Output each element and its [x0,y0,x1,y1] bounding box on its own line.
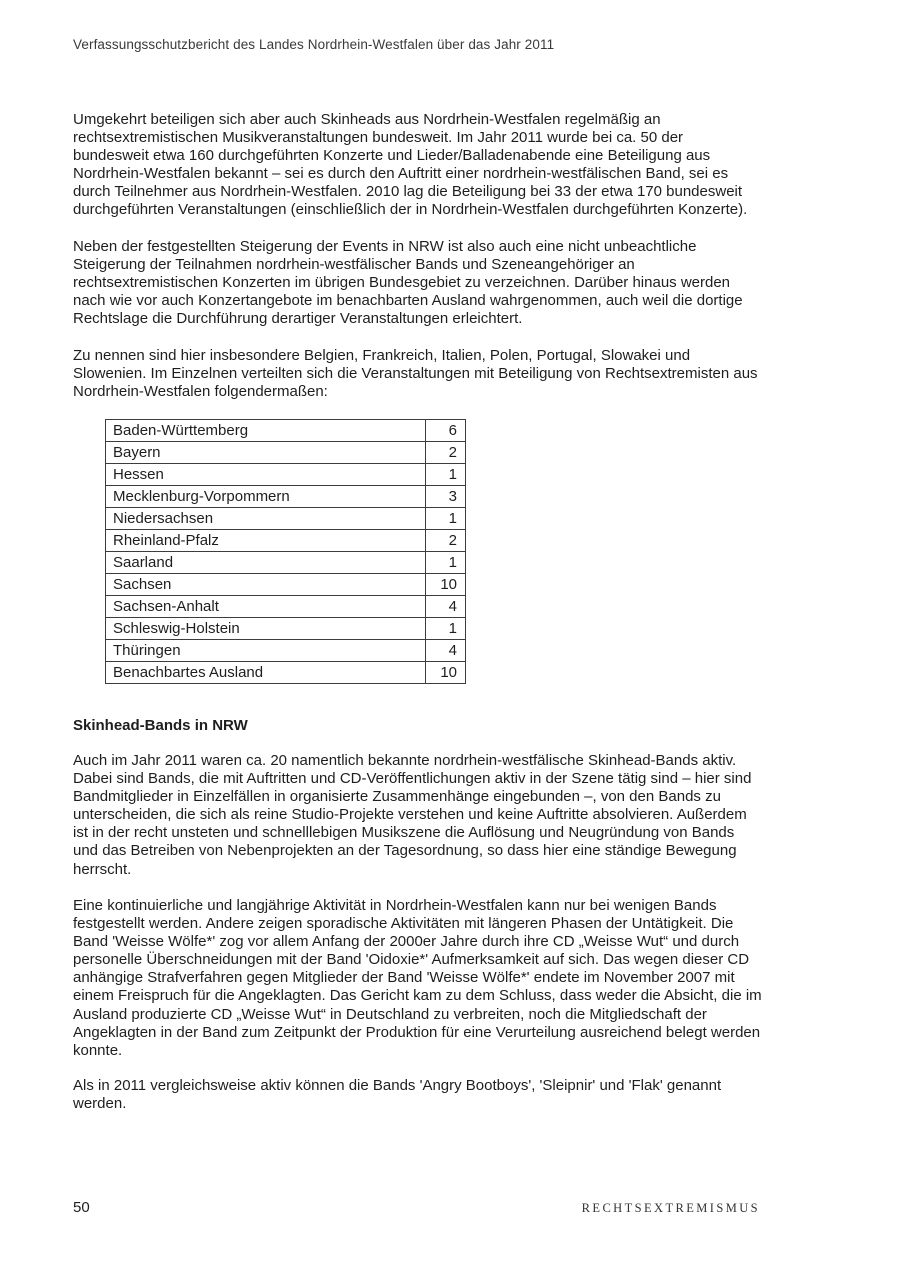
table-row [106,420,466,442]
state-name: Rheinland-Pfalz [106,530,426,552]
state-name: Schleswig-Holstein [106,618,426,640]
paragraph-countries-intro: Zu nennen sind hier insbesondere Belgien, Frankreich, Italien, Polen, Portugal, Slowakei und Slowenien. Im Einzelnen verteilten sich die Veranstaltungen mit Beteiligung von Rechtsextremisten aus Nordrhein-Westfalen folgendermaßen: [73,347,758,401]
section-heading: Skinhead-Bands in NRW [73,717,248,734]
state-name: Niedersachsen [106,508,426,530]
event-count: 1 [426,552,466,574]
event-count: 6 [426,420,466,442]
table-row [106,596,466,618]
table-row [106,662,466,684]
paragraph-active-bands: Als in 2011 vergleichsweise aktiv können die Bands 'Angry Bootboys', 'Sleipnir' und 'Flak' genannt werden. [73,1077,722,1113]
event-count: 3 [426,486,466,508]
state-name: Sachsen-Anhalt [106,596,426,618]
footer-section-label: RECHTSEXTREMISMUS [581,1201,760,1215]
state-name: Hessen [106,464,426,486]
state-name: Thüringen [106,640,426,662]
event-count: 10 [426,662,466,684]
events-by-state-table [105,419,466,684]
page-number: 50 [73,1199,90,1216]
event-count: 2 [426,530,466,552]
table-row [106,442,466,464]
state-name: Saarland [106,552,426,574]
event-count: 1 [426,618,466,640]
event-count: 10 [426,574,466,596]
table-row [106,486,466,508]
event-count: 1 [426,464,466,486]
state-name: Sachsen [106,574,426,596]
table-row [106,574,466,596]
state-name: Bayern [106,442,426,464]
paragraph-long-term-activity: Eine kontinuierliche und langjährige Aktivität in Nordrhein-Westfalen kann nur bei wenigen Bands festgestellt werden. Andere zeigen sporadische Aktivitäten mit längeren Phasen der Untätigkeit. Die Band 'Weisse Wölfe*' zog vor allem Anfang der 2000er Jahre durch ihre CD „Weisse Wut“ und durch personelle Überschneidungen mit der Band 'Oidoxie*' Aufmerksamkeit auf sich. Das wegen dieser CD anhängige Strafverfahren gegen Mitglieder der Band 'Weisse Wölfe*' endete im November 2007 mit einem Freispruch für die Angeklagten. Das Gericht kam zu dem Schluss, dass weder die Absicht, die im Ausland produzierte CD „Weisse Wut“ in Deutschland zu verbreiten, noch die Mitgliedschaft der Angeklagten in der Band zum Zeitpunkt der Produktion für eine Verurteilung ausreichend belegt werden konnte. [73,897,762,1059]
event-count: 4 [426,596,466,618]
table-row [106,530,466,552]
event-count: 2 [426,442,466,464]
running-header: Verfassungsschutzbericht des Landes Nordrhein-Westfalen über das Jahr 2011 [73,37,555,52]
table-row [106,640,466,662]
event-count: 1 [426,508,466,530]
table-row [106,618,466,640]
table-row [106,552,466,574]
state-name: Mecklenburg-Vorpommern [106,486,426,508]
event-count: 4 [426,640,466,662]
state-name: Benachbartes Ausland [106,662,426,684]
table-row [106,464,466,486]
paragraph-increase-participation: Neben der festgestellten Steigerung der Events in NRW ist also auch eine nicht unbeachtliche Steigerung der Teilnahmen nordrhein-westfälischer Bands und Szeneangehöriger an rechtsextremistischen Konzerten im übrigen Bundesgebiet zu verzeichnen. Darüber hinaus werden nach wie vor auch Konzertangebote im benachbarten Ausland wahrgenommen, auch weil die dortige Rechtslage die Durchführung derartiger Veranstaltungen erleichtert. [73,238,743,328]
paragraph-skinhead-bands: Auch im Jahr 2011 waren ca. 20 namentlich bekannte nordrhein-westfälische Skinhead-Bands aktiv. Dabei sind Bands, die mit Auftritten und CD-Veröffentlichungen aktiv in der Szene tätig sind – hier sind Bandmitglieder in Einzelfällen in organisierte Zusammenhänge eingebunden –, von den Bands zu unterscheiden, die sich als reine Studio-Projekte verstehen und keine Auftritte absolvieren. Außerdem ist in der recht unsteten und schnelllebigen Musikszene die Auflösung und Neugründung von Bands und das Betreiben von Nebenprojekten an der Tagesordnung, so dass hier eine ständige Bewegung herrscht. [73,752,752,878]
table-row [106,508,466,530]
state-name: Baden-Württemberg [106,420,426,442]
paragraph-concert-participation: Umgekehrt beteiligen sich aber auch Skinheads aus Nordrhein-Westfalen regelmäßig an rechtsextremistischen Musikveranstaltungen bundesweit. Im Jahr 2011 wurde bei ca. 50 der bundesweit etwa 160 durchgeführten Konzerte und Lieder/Balladenabende eine Beteiligung aus Nordrhein-Westfalen bekannt – sei es durch den Auftritt einer nordrhein-westfälischen Band, sei es durch Teilnehmer aus Nordrhein-Westfalen. 2010 lag die Beteiligung bei 33 der etwa 170 bundesweit durchgeführten Veranstaltungen (einschließlich der in Nordrhein-Westfalen durchgeführten Konzerte). [73,111,748,219]
